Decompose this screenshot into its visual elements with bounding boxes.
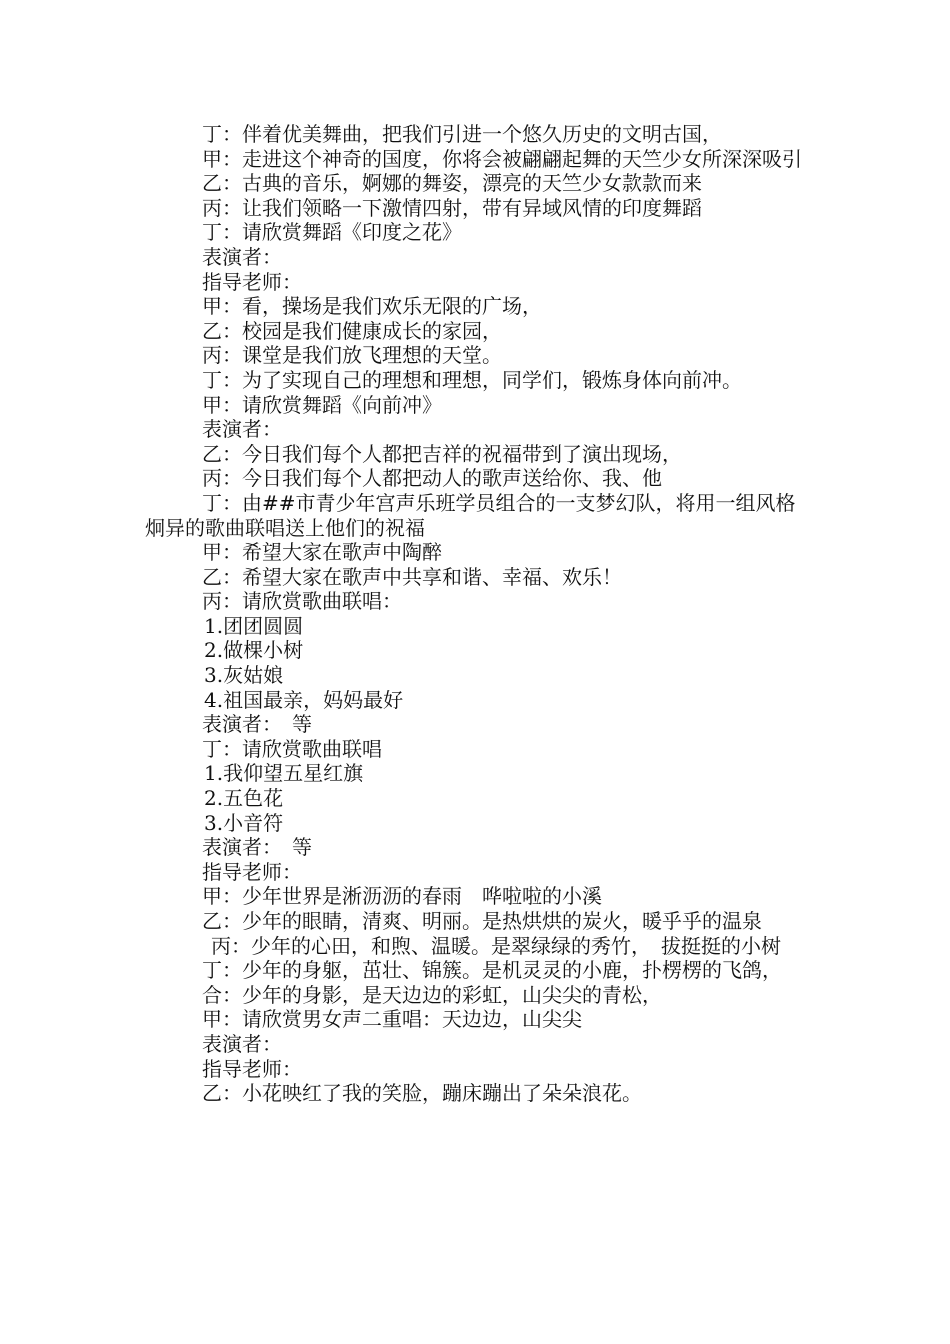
paragraph: 甲：少年世界是淅沥沥的春雨 哗啦啦的小溪 xyxy=(202,884,602,909)
paragraph: 丙：课堂是我们放飞理想的天堂。 xyxy=(202,343,502,368)
paragraph: 丁：请欣赏舞蹈《印度之花》 xyxy=(202,220,462,245)
paragraph: 指导老师： xyxy=(202,859,302,884)
paragraph: 指导老师： xyxy=(202,1056,302,1081)
paragraph: 丙：请欣赏歌曲联唱： xyxy=(202,589,402,614)
paragraph: 乙：今日我们每个人都把吉祥的祝福带到了演出现场， xyxy=(202,441,682,466)
paragraph: 丁：伴着优美舞曲，把我们引进一个悠久历史的文明古国， xyxy=(202,122,722,146)
paragraph: 表演者： xyxy=(202,1031,282,1056)
paragraph: 表演者： xyxy=(202,417,282,442)
paragraph: 乙：少年的眼睛，清爽、明丽。是热烘烘的炭火，暖乎乎的温泉 xyxy=(202,909,762,933)
paragraph: 丙：今日我们每个人都把动人的歌声送给你、我、他 xyxy=(202,466,662,491)
paragraph: 乙：希望大家在歌声中共享和谐、幸福、欢乐！ xyxy=(202,564,622,589)
paragraph: 表演者： 等 xyxy=(202,712,312,737)
paragraph: 表演者： 等 xyxy=(202,835,312,860)
list-item: 1.我仰望五星红旗 xyxy=(204,761,364,786)
paragraph: 丁：为了实现自己的理想和理想，同学们，锻炼身体向前冲。 xyxy=(202,367,742,392)
paragraph: 甲：请欣赏舞蹈《向前冲》 xyxy=(202,392,442,417)
list-item: 3.灰姑娘 xyxy=(204,663,284,688)
paragraph: 丙：少年的心田，和煦、温暖。是翠绿绿的秀竹， 拔挺挺的小树 xyxy=(211,933,781,958)
paragraph: 丙：让我们领略一下激情四射，带有异域风情的印度舞蹈 xyxy=(202,195,702,220)
paragraph: 甲：看，操场是我们欢乐无限的广场， xyxy=(202,294,542,319)
list-item: 1.团团圆圆 xyxy=(204,613,304,638)
paragraph: 丁：由##市青少年宫声乐班学员组合的一支梦幻队，将用一组风格炯异的歌曲联唱送上他们的祝福 xyxy=(145,490,796,540)
paragraph: 甲：走进这个神奇的国度，你将会被翩翩起舞的天竺少女所深深吸引 xyxy=(202,146,802,171)
list-item: 3.小音符 xyxy=(204,810,284,835)
paragraph: 丁：少年的身躯，茁壮、锦簇。是机灵灵的小鹿，扑楞楞的飞鸽， xyxy=(202,958,782,983)
paragraph: 乙：古典的音乐，婀娜的舞姿，漂亮的天竺少女款款而来 xyxy=(202,171,702,196)
paragraph: 指导老师： xyxy=(202,269,302,294)
paragraph: 甲：希望大家在歌声中陶醉 xyxy=(202,540,442,565)
list-item: 2.做棵小树 xyxy=(204,638,304,663)
list-item: 2.五色花 xyxy=(204,786,284,811)
paragraph: 合：少年的身影，是天边边的彩虹，山尖尖的青松， xyxy=(202,982,662,1007)
paragraph: 乙：小花映红了我的笑脸，蹦床蹦出了朵朵浪花。 xyxy=(202,1081,642,1106)
script-text xyxy=(145,122,810,1106)
paragraph: 丁：请欣赏歌曲联唱 xyxy=(202,736,382,761)
list-item: 4.祖国最亲，妈妈最好 xyxy=(204,687,404,712)
paragraph: 乙：校园是我们健康成长的家园， xyxy=(202,318,502,343)
paragraph: 表演者： xyxy=(202,244,282,269)
paragraph: 甲：请欣赏男女声二重唱：天边边，山尖尖 xyxy=(202,1007,582,1032)
